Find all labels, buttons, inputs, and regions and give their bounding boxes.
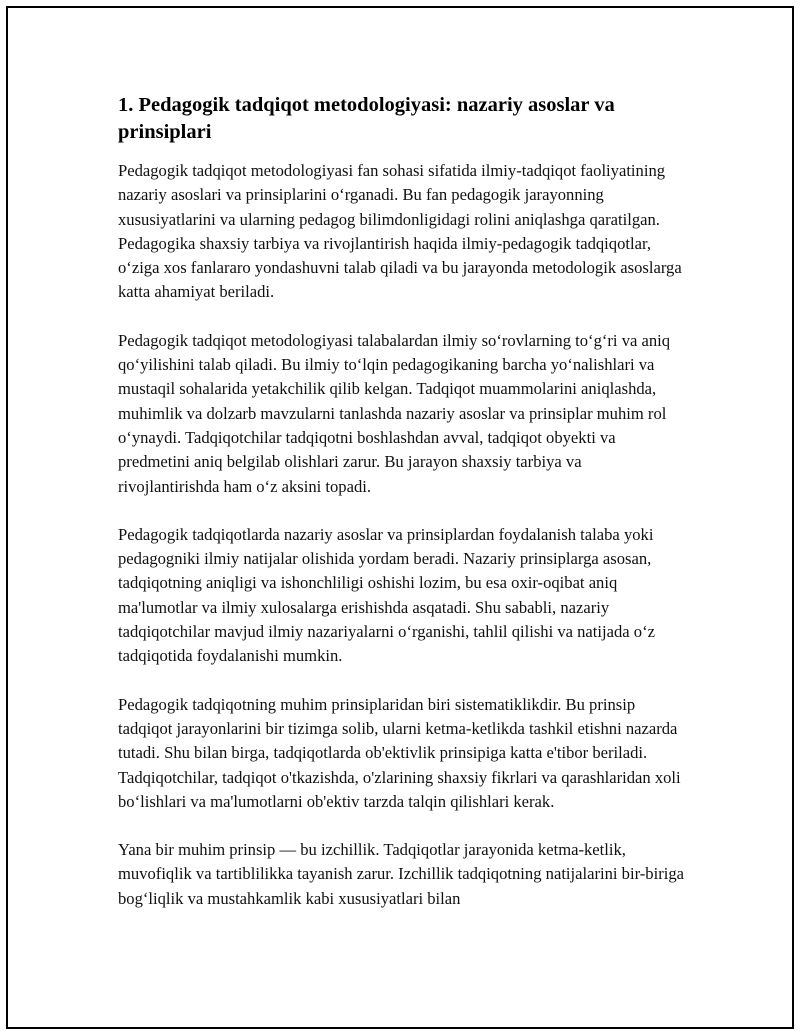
document-body: [118, 92, 684, 935]
paragraph-3: Pedagogik tadqiqotlarda nazariy asoslar va prinsiplardan foydalanish talaba yoki pedagogniki ilmiy natijalar olishida yordam beradi. Nazariy prinsiplarga asosan, tadqiqotning aniqligi va ishonchliligi oshishi lozim, bu esa oxir-oqibat aniq ma'lumotlar va ilmiy xulosalarga erishishda asqatadi. Shu sababli, nazariy tadqiqotchilar mavjud ilmiy nazariyalarni o‘rganishi, tahlil qilishi va natijada o‘z tadqiqotida foydalanishi mumkin.: [118, 524, 655, 666]
paragraph-4: Pedagogik tadqiqotning muhim prinsiplaridan biri sistematiklikdir. Bu prinsip tadqiqot jarayonlarini bir tizimga solib, ularni ketma-ketlikda tashkil etishni nazarda tutadi. Shu bilan birga, tadqiqotlarda ob'ektivlik prinsipiga katta e'tibor beriladi. Tadqiqotchilar, tadqiqot o'tkazishda, o'zlarining shaxsiy fikrlari va qarashlaridan xoli bo‘lishlari va ma'lumotlarni ob'ektiv tarzda talqin qilishlari kerak.: [118, 694, 681, 811]
paragraph-5: Yana bir muhim prinsip — bu izchillik. Tadqiqotlar jarayonida ketma-ketlik, muvofiqlik va tartiblilikka tayanish zarur. Izchillik tadqiqotning natijalarini bir-biriga bog‘liqlik va mustahkamlik kabi xususiyatlari bilan: [118, 840, 685, 908]
paragraph-1: Pedagogik tadqiqot metodologiyasi fan sohasi sifatida ilmiy-tadqiqot faoliyatining nazariy asoslari va prinsiplarini o‘rganadi. Bu fan pedagogik jarayonning xususiyatlarini va ularning pedagog bilimdonligidagi rolini aniqlashga qaratilgan. Pedagogika shaxsiy tarbiya va rivojlantirish haqida ilmiy-pedagogik tadqiqotlar, o‘ziga xos fanlararo yondashuvni talab qiladi va bu jarayonda metodologik asoslarga katta ahamiyat beriladi.: [118, 161, 682, 302]
section-heading: 1. Pedagogik tadqiqot metodologiyasi: nazariy asoslar va prinsiplari: [118, 94, 615, 143]
paragraph-2: Pedagogik tadqiqot metodologiyasi talabalardan ilmiy so‘rovlarning to‘g‘ri va aniq qo‘yilishini talab qiladi. Bu ilmiy to‘lqin pedagogikaning barcha yo‘nalishlari va mustaqil sohalarida yetakchilik qilib kelgan. Tadqiqot muammolarini aniqlashda, muhimlik va dolzarb mavzularni tanlashda nazariy asoslar va prinsiplar muhim rol o‘ynaydi. Tadqiqotchilar tadqiqotni boshlashdan avval, tadqiqot obyekti va predmetini aniq belgilab olishlari zarur. Bu jarayon shaxsiy tarbiya va rivojlantirishda ham o‘z aksini topadi.: [118, 330, 671, 496]
